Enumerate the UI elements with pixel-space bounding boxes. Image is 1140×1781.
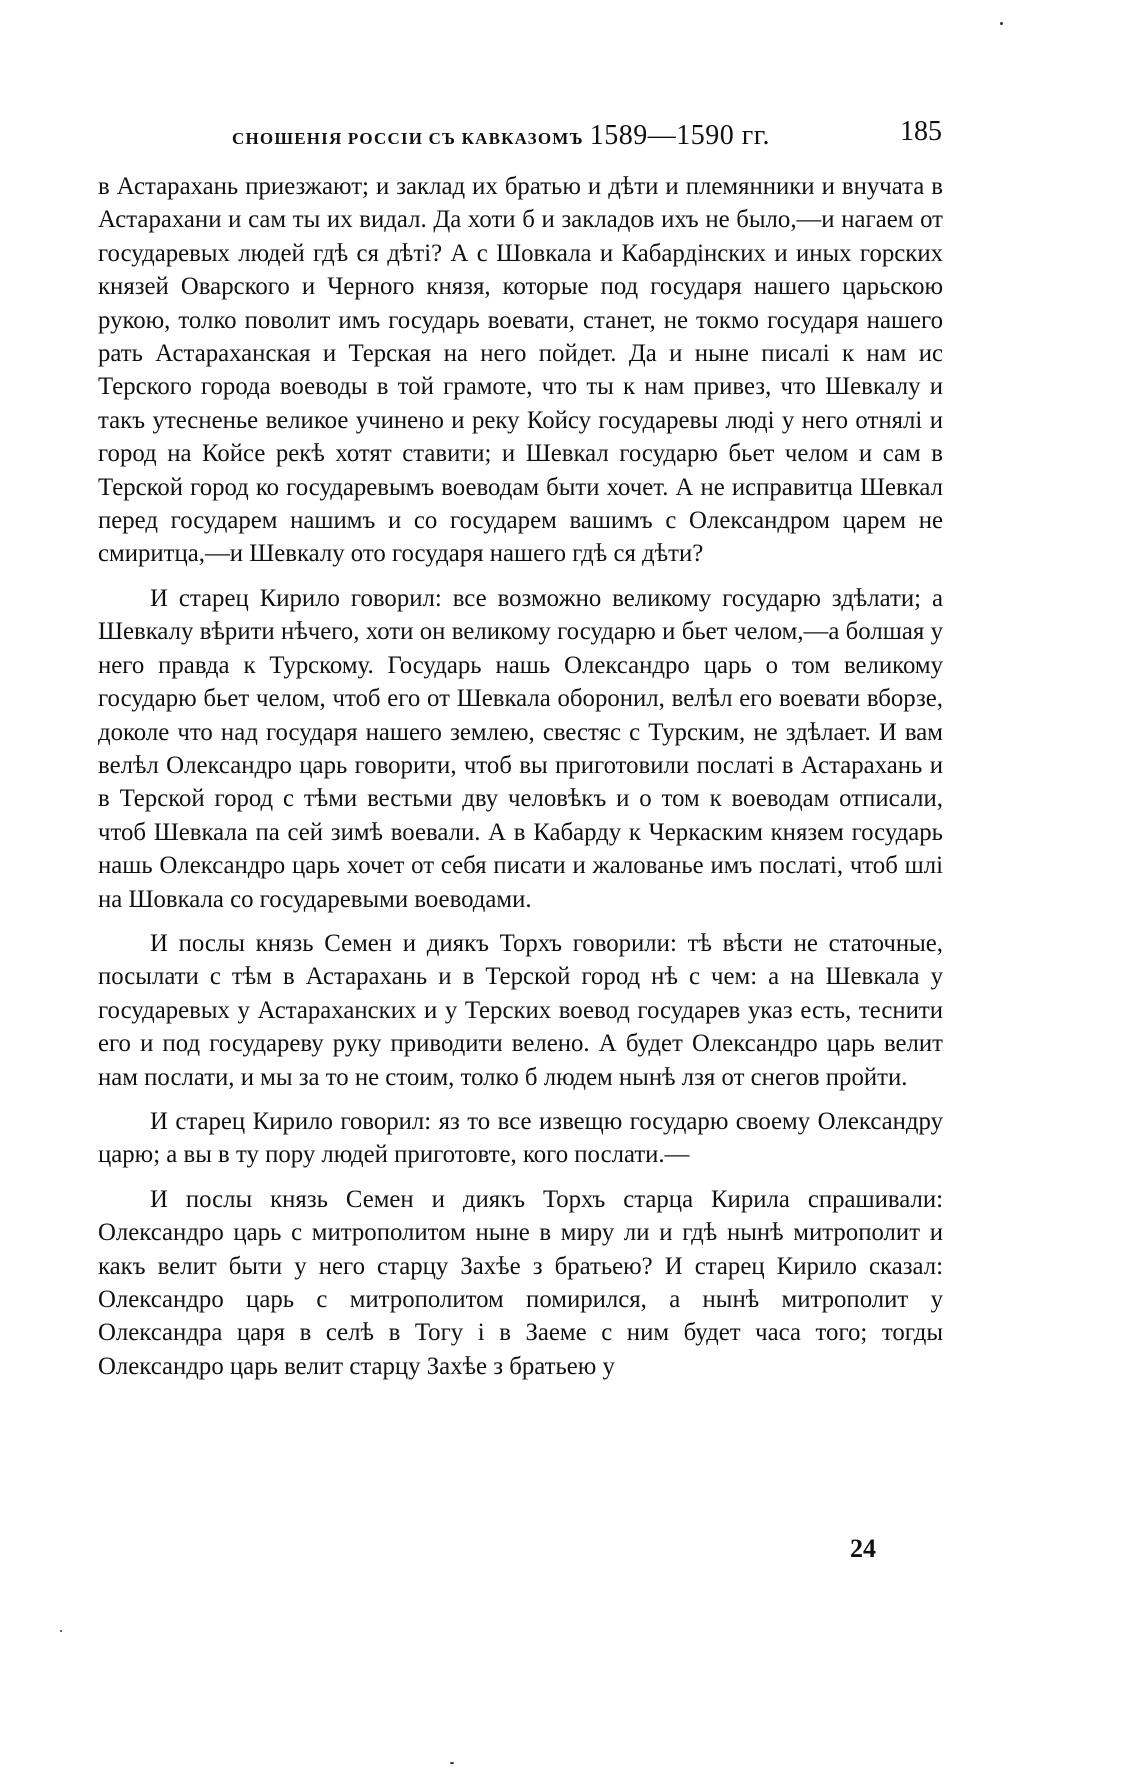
paragraph-4: И старец Кирило говорил: яз то все извещю государю своему Олександру царю; а вы в ту пору людей приготовте, кого послати.— [98, 1107, 943, 1169]
paragraph-2: И старец Кирило говорил: все возможно великому государю здѣлати; а Шевкалу вѣрити нѣчего, хоти он великому государю и бьет челом,—а болшая у него правда к Турскому. Государь нашь Олександро царь о том великому государю бьет челом, чтоб его от Шевкала оборонил, велѣл его воевати вборзе, доколе что над государя нашего землею, свестяс с Турским, не здѣлает. И вам велѣл Олександро царь говорити, чтоб вы приготовили послатi в Астарахань и в Терской город с тѣми вестьми дву человѣкъ и о том к воеводам отписали, чтоб Шевкала па сей зимѣ воевали. А в Кабарду к Черкаским князем государь нашь Олександро царь хочет от себя писати и жалованье имъ послатi, чтоб шлi на Шовкала со государевыми воеводами. [98, 584, 943, 913]
header-title-caps: СНОШЕНІЯ РОССІИ СЪ КАВКАЗОМЪ [232, 129, 584, 148]
paper-speck [1000, 22, 1003, 25]
printer-signature-mark: 24 [850, 1534, 876, 1563]
page-number: 185 [900, 116, 942, 147]
paragraph-1: в Астарахань приезжают; и заклад их братью и дѣти и племянники и внучата в Астарахани и сам ты их видал. Да хоти б и закладов ихъ не было,—и нагаем от государевых людей гдѣ ся дѣті? А с Шовкала и Кабардінских и иных горских князей Оварского и Черного князя, которые под государя нашего царьскою рукою, толко поволит имъ государь воевати, станет, не токмо государя нашего рать Астараханская и Терская на него пойдет. Да и ныне писалі к нам ис Терского города воеводы в той грамоте, что ты к нам привез, что Шевкалу и такъ утесненье великое учинено и реку Койсу государевы людi у него отнялi и город на Койсе рекѣ хотят ставити; и Шевкал государю бьет челом и сам в Терской город ко государевымъ воеводам быти хочет. А не исправитца Шевкал перед государем нашимъ и со государем вашимъ с Олександром царем не смиритца,—и Шевкалу ото государя нашего гдѣ ся дѣти? [98, 173, 943, 568]
running-header [232, 116, 942, 152]
paper-speck [60, 1630, 62, 1632]
header-title [232, 120, 770, 152]
paper-speck [450, 1762, 454, 1764]
paragraph-3: И послы князь Семен и диякъ Торхъ говорили: тѣ вѣсти не статочные, посылати с тѣм в Астарахань и в Терской город нѣ с чем: а на Шевкала у государевых у Астараханских и у Терских воевод государев указ есть, теснити его и под государеву руку приводити велено. А будет Олександро царь велит нам послати, и мы за то не стоим, толко б людем нынѣ лзя от снегов пройти. [98, 929, 943, 1091]
header-years: 1589—1590 гг. [589, 120, 771, 151]
body-text [98, 170, 943, 1394]
paragraph-5: И послы князь Семен и диякъ Торхъ старца Кирила спрашивали: Олександро царь с митрополитом ныне в миру ли и гдѣ нынѣ митрополит и какъ велит быти у него старцу Захѣе з братьею? И старец Кирило сказал: Олександро царь с митрополитом помирился, а нынѣ митрополит у Олександра царя в селѣ в Тогу і в Заеме с ним будет часа того; тогды Олександро царь велит старцу Захѣе з братьею у [98, 1185, 943, 1380]
